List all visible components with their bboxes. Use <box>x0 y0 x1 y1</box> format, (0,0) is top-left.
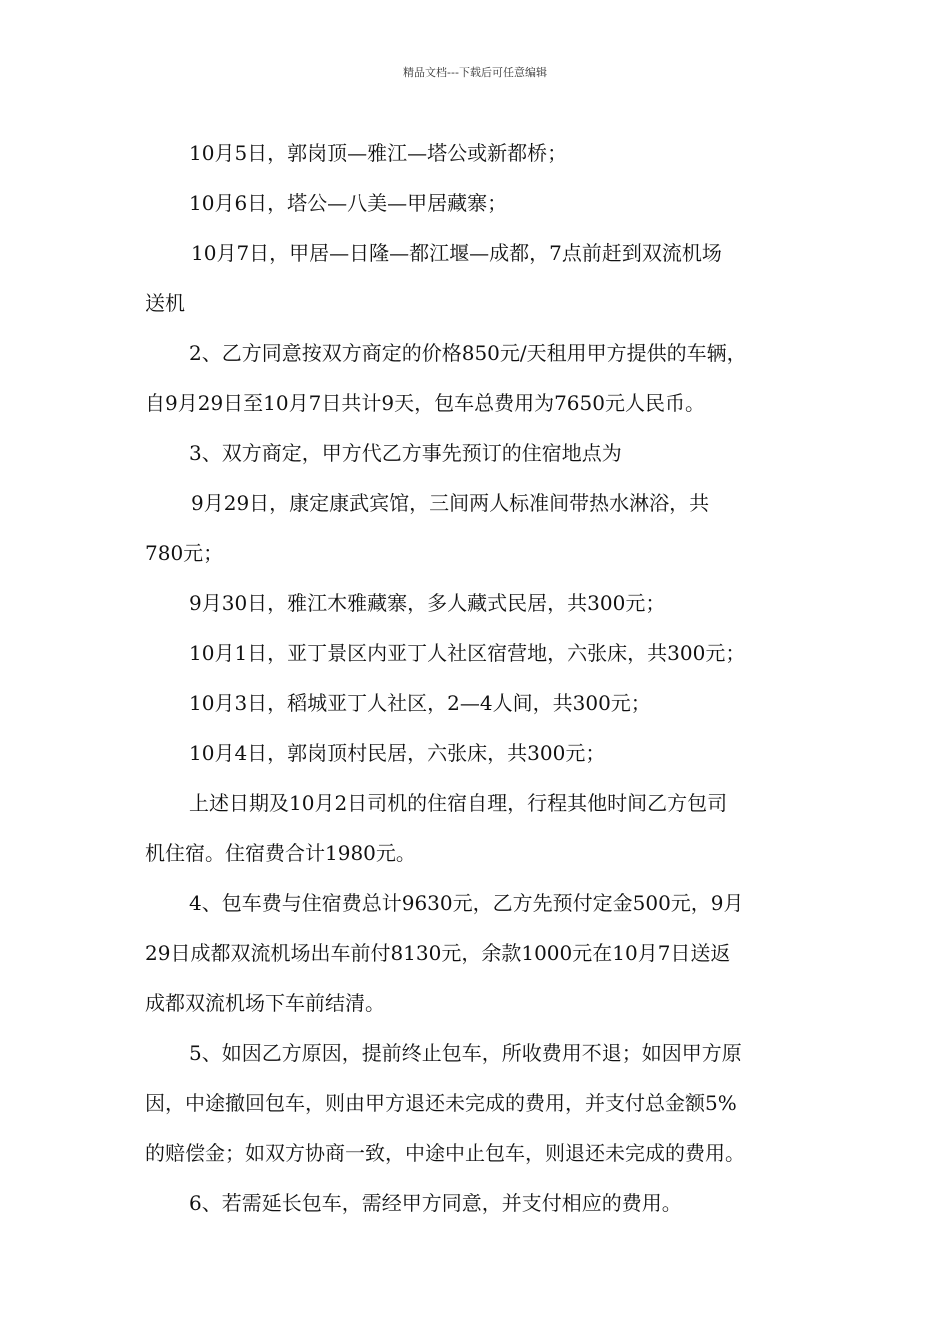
itinerary-oct-7-continued: 送机 <box>145 291 185 315</box>
itinerary-oct-5: 10月5日，郭岗顶—雅江—塔公或新都桥； <box>189 141 568 165</box>
clause-5-continued: 因，中途撤回包车，则由甲方退还未完成的费用，并支付总金额5% <box>145 1091 737 1115</box>
itinerary-oct-6: 10月6日，塔公—八美—甲居藏寨； <box>189 191 508 215</box>
page-header: 精品文档---下载后可任意编辑 <box>403 66 547 79</box>
lodging-sep-29-continued: 780元； <box>145 541 224 565</box>
clause-4: 4、包车费与住宿费总计9630元，乙方先预付定金500元，9月 <box>189 891 744 915</box>
clause-4-continued: 29日成都双流机场出车前付8130元，余款1000元在10月7日送返 <box>145 941 731 965</box>
lodging-oct-3: 10月3日，稻城亚丁人社区，2—4人间，共300元； <box>189 691 651 715</box>
lodging-sep-30: 9月30日，雅江木雅藏寨，多人藏式民居，共300元； <box>189 591 666 615</box>
itinerary-oct-7: 10月7日，甲居—日隆—都江堰—成都，7点前赶到双流机场 <box>191 241 722 265</box>
lodging-oct-4: 10月4日，郭岗顶村民居，六张床，共300元； <box>189 741 606 765</box>
clause-2: 2、乙方同意按双方商定的价格850元/天租用甲方提供的车辆， <box>189 341 747 365</box>
clause-6: 6、若需延长包车，需经甲方同意，并支付相应的费用。 <box>189 1191 682 1215</box>
lodging-note: 上述日期及10月2日司机的住宿自理，行程其他时间乙方包司 <box>189 791 728 815</box>
clause-3: 3、双方商定，甲方代乙方事先预订的住宿地点为 <box>189 441 622 465</box>
clause-4-final: 成都双流机场下车前结清。 <box>145 991 385 1015</box>
clause-5: 5、如因乙方原因，提前终止包车，所收费用不退；如因甲方原 <box>189 1041 742 1065</box>
lodging-sep-29: 9月29日，康定康武宾馆，三间两人标准间带热水淋浴，共 <box>191 491 710 515</box>
clause-5-final: 的赔偿金；如双方协商一致，中途中止包车，则退还未完成的费用。 <box>145 1141 745 1165</box>
clause-2-continued: 自9月29日至10月7日共计9天，包车总费用为7650元人民币。 <box>145 391 705 415</box>
lodging-oct-1: 10月1日，亚丁景区内亚丁人社区宿营地，六张床，共300元； <box>189 641 746 665</box>
lodging-note-continued: 机住宿。住宿费合计1980元。 <box>145 841 416 865</box>
document-body <box>145 128 815 1228</box>
